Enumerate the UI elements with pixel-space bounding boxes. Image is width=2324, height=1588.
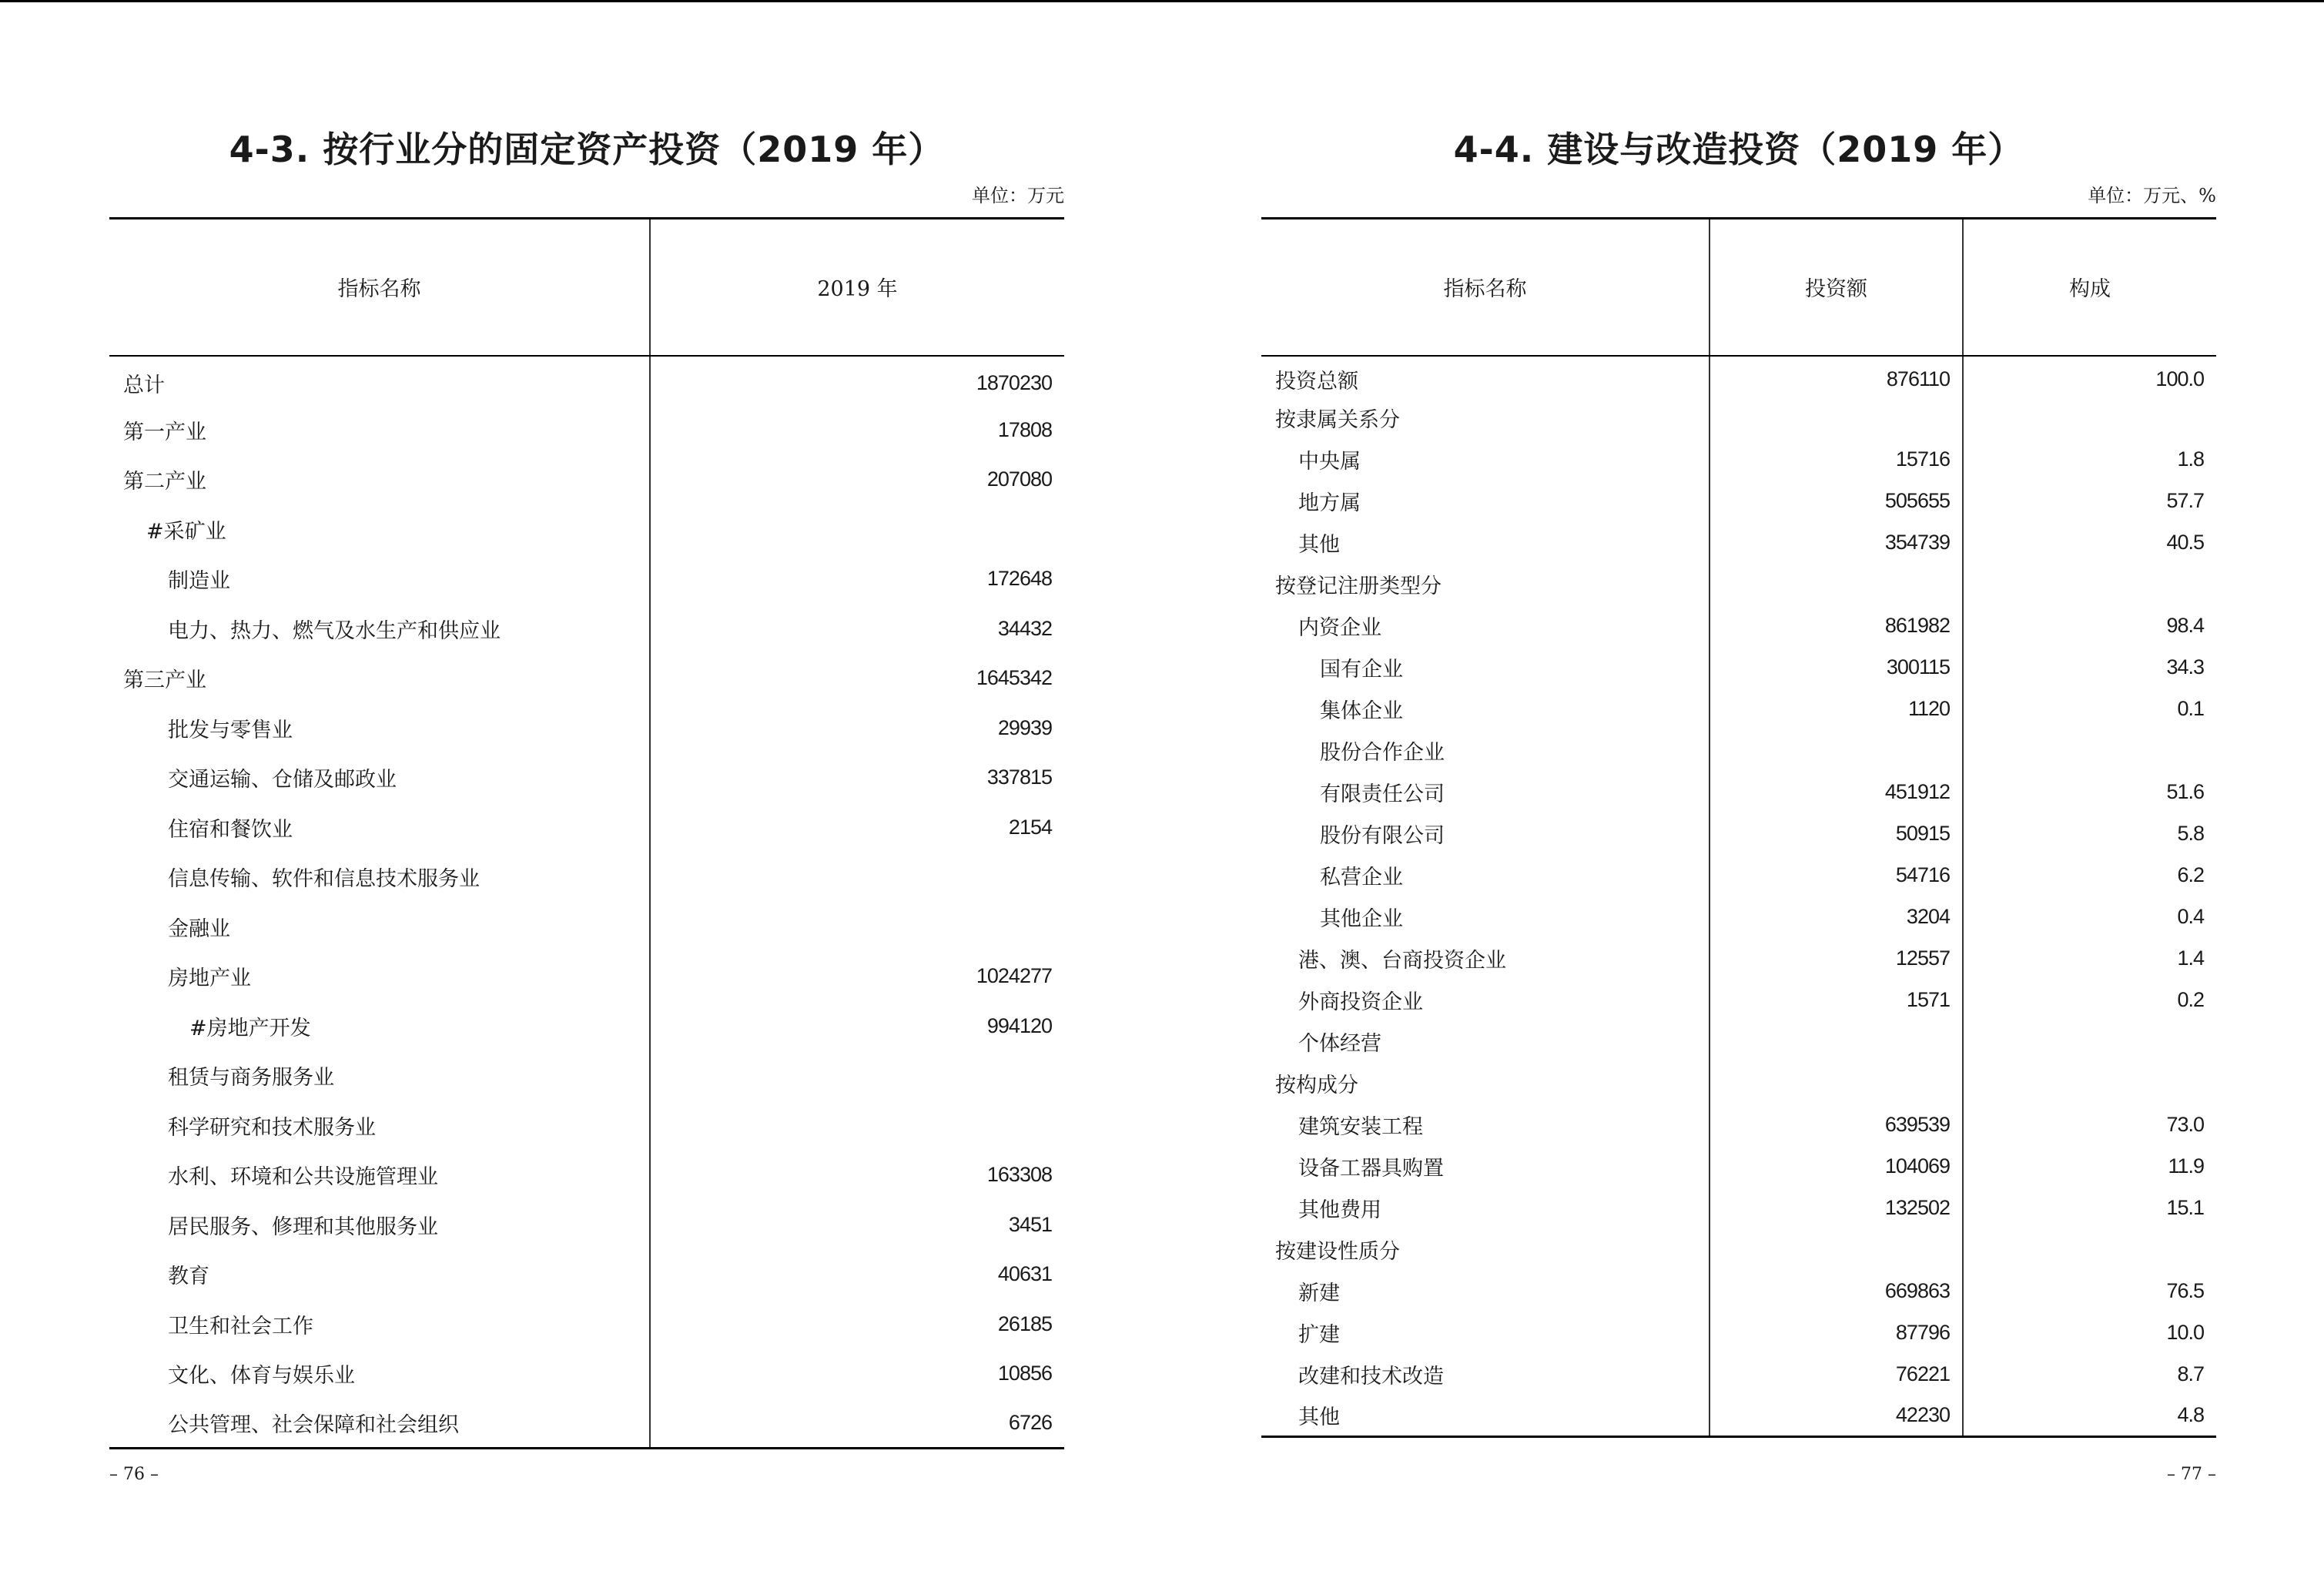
table-row — [109, 504, 1064, 554]
row-share: 73.0 — [1963, 1104, 2216, 1146]
table-row — [1261, 896, 2216, 938]
row-name: 居民服务、修理和其他服务业 — [168, 1214, 438, 1239]
row-value-2019: 2154 — [650, 802, 1064, 853]
row-value-2019 — [650, 853, 1064, 903]
row-name: 新建 — [1298, 1281, 1340, 1305]
row-name: 集体企业 — [1320, 699, 1403, 723]
row-share: 0.4 — [1963, 896, 2216, 938]
table-4-3-title: 4-3. 按行业分的固定资产投资（2019 年） — [229, 129, 945, 170]
row-value-2019: 10856 — [650, 1349, 1064, 1399]
table-row — [109, 753, 1064, 803]
table-row — [1261, 1354, 2216, 1395]
row-name: 有限责任公司 — [1320, 782, 1445, 806]
table-4-4 — [1261, 217, 2216, 1438]
row-share: 34.3 — [1963, 647, 2216, 688]
right-page — [1261, 0, 2216, 1588]
row-value-2019 — [650, 902, 1064, 952]
table-row — [1261, 564, 2216, 605]
table-row — [1261, 356, 2216, 397]
table-row — [1261, 605, 2216, 647]
table-header-row — [1261, 219, 2216, 356]
table-row — [1261, 1395, 2216, 1437]
table-row — [1261, 481, 2216, 522]
row-name: 交通运输、仓储及邮政业 — [168, 768, 397, 792]
row-share — [1963, 397, 2216, 439]
row-share: 8.7 — [1963, 1354, 2216, 1395]
table-row — [1261, 1229, 2216, 1271]
row-amount: 354739 — [1710, 522, 1963, 564]
row-amount — [1710, 730, 1963, 772]
table-row — [109, 1349, 1064, 1399]
row-value-2019: 1870230 — [650, 356, 1064, 406]
row-name: 按隶属关系分 — [1275, 408, 1400, 432]
table-row — [109, 1200, 1064, 1250]
row-share: 6.2 — [1963, 855, 2216, 896]
table-row — [1261, 1312, 2216, 1354]
row-name: 水利、环境和公共设施管理业 — [168, 1165, 438, 1190]
table-row — [109, 1051, 1064, 1101]
row-name: 总计 — [123, 373, 165, 397]
row-amount: 1571 — [1710, 980, 1963, 1021]
table-row — [109, 802, 1064, 853]
row-share: 0.1 — [1963, 688, 2216, 730]
table-row — [1261, 1104, 2216, 1146]
row-amount: 42230 — [1710, 1395, 1963, 1437]
row-share: 98.4 — [1963, 605, 2216, 647]
row-amount — [1710, 1229, 1963, 1271]
row-value-2019: 994120 — [650, 1001, 1064, 1051]
row-share: 100.0 — [1963, 356, 2216, 397]
table-row — [109, 1299, 1064, 1349]
table-row — [1261, 688, 2216, 730]
row-name: 建筑安装工程 — [1298, 1115, 1423, 1139]
row-amount: 15716 — [1710, 439, 1963, 481]
row-name: 批发与零售业 — [168, 718, 293, 742]
table-row — [109, 1250, 1064, 1300]
row-name: 港、澳、台商投资企业 — [1298, 949, 1506, 973]
table-row — [1261, 980, 2216, 1021]
row-share: 76.5 — [1963, 1271, 2216, 1312]
row-name: 文化、体育与娱乐业 — [168, 1364, 355, 1389]
row-value-2019: 26185 — [650, 1299, 1064, 1349]
row-share: 10.0 — [1963, 1312, 2216, 1354]
row-amount: 87796 — [1710, 1312, 1963, 1354]
row-name: 设备工器具购置 — [1298, 1157, 1444, 1181]
left-page — [109, 0, 1064, 1588]
row-name: 公共管理、社会保障和社会组织 — [109, 1399, 650, 1449]
table-row — [109, 902, 1064, 952]
row-name: 按建设性质分 — [1275, 1240, 1400, 1264]
row-amount: 1120 — [1710, 688, 1963, 730]
row-name: 其他费用 — [1298, 1198, 1381, 1222]
row-name: #采矿业 — [146, 519, 226, 544]
table-row — [109, 654, 1064, 704]
row-amount: 76221 — [1710, 1354, 1963, 1395]
row-amount: 3204 — [1710, 896, 1963, 938]
row-name: 信息传输、软件和信息技术服务业 — [168, 867, 480, 892]
table-row — [109, 853, 1064, 903]
row-name: 扩建 — [1298, 1323, 1340, 1347]
table-row — [109, 952, 1064, 1002]
row-share: 15.1 — [1963, 1188, 2216, 1229]
row-amount: 451912 — [1710, 772, 1963, 813]
page-number-76: – 76 – — [109, 1465, 159, 1484]
row-share: 1.4 — [1963, 938, 2216, 980]
table-4-4-title: 4-4. 建设与改造投资（2019 年） — [1453, 129, 2024, 170]
row-name: 地方属 — [1298, 491, 1361, 515]
row-value-2019: 172648 — [650, 554, 1064, 605]
row-name: 住宿和餐饮业 — [168, 817, 293, 842]
table-row — [109, 455, 1064, 505]
row-amount: 505655 — [1710, 481, 1963, 522]
table-row — [1261, 522, 2216, 564]
row-name: 第一产业 — [123, 420, 206, 444]
row-name: 国有企业 — [1320, 658, 1403, 682]
row-name: 按登记注册类型分 — [1275, 575, 1442, 598]
table-row — [109, 356, 1064, 406]
row-name: 私营企业 — [1320, 866, 1403, 889]
row-amount: 639539 — [1710, 1104, 1963, 1146]
row-amount: 50915 — [1710, 813, 1963, 855]
row-name: 制造业 — [168, 569, 230, 594]
row-amount: 54716 — [1710, 855, 1963, 896]
row-share: 40.5 — [1963, 522, 2216, 564]
table-row — [1261, 938, 2216, 980]
row-amount: 876110 — [1710, 356, 1963, 397]
row-name: 股份合作企业 — [1320, 741, 1445, 765]
row-share: 11.9 — [1963, 1146, 2216, 1188]
row-share: 4.8 — [1963, 1395, 2216, 1437]
row-value-2019: 1645342 — [650, 654, 1064, 704]
row-name: 租赁与商务服务业 — [168, 1066, 334, 1090]
table-row — [1261, 813, 2216, 855]
row-value-2019: 34432 — [650, 604, 1064, 654]
table-row — [1261, 1063, 2216, 1104]
header-indicator-name: 指标名称 — [109, 219, 650, 356]
row-name: 中央属 — [1298, 450, 1361, 474]
row-name: 科学研究和技术服务业 — [168, 1115, 376, 1140]
table-row — [109, 1151, 1064, 1201]
row-value-2019 — [650, 1051, 1064, 1101]
row-share: 51.6 — [1963, 772, 2216, 813]
row-amount: 104069 — [1710, 1146, 1963, 1188]
row-name: 第二产业 — [123, 470, 206, 494]
row-name: 其他企业 — [1320, 907, 1403, 931]
row-amount — [1710, 1021, 1963, 1063]
row-name: 股份有限公司 — [1320, 824, 1445, 848]
table-row — [109, 1101, 1064, 1151]
table-4-4-unit: 单位：万元、% — [2088, 185, 2216, 206]
row-value-2019: 1024277 — [650, 952, 1064, 1002]
row-amount — [1710, 564, 1963, 605]
row-share — [1963, 730, 2216, 772]
row-name: 金融业 — [168, 916, 230, 941]
table-row — [109, 604, 1064, 654]
row-amount: 669863 — [1710, 1271, 1963, 1312]
row-name: 房地产业 — [168, 967, 251, 991]
row-name: 外商投资企业 — [1298, 990, 1423, 1014]
row-name: 投资总额 — [1275, 369, 1358, 394]
table-row — [1261, 772, 2216, 813]
table-row — [109, 1001, 1064, 1051]
row-value-2019: 40631 — [650, 1250, 1064, 1300]
row-amount: 300115 — [1710, 647, 1963, 688]
table-row — [1261, 1271, 2216, 1312]
table-row — [1261, 647, 2216, 688]
page-number-77: – 77 – — [2167, 1465, 2216, 1484]
table-row — [1261, 1188, 2216, 1229]
row-share: 0.2 — [1963, 980, 2216, 1021]
row-share — [1963, 1021, 2216, 1063]
table-row — [1261, 1146, 2216, 1188]
row-amount: 861982 — [1710, 605, 1963, 647]
row-amount — [1710, 1063, 1963, 1104]
row-name: #房地产开发 — [189, 1016, 311, 1040]
table-row — [1261, 1021, 2216, 1063]
table-row — [1261, 855, 2216, 896]
row-name: 电力、热力、燃气及水生产和供应业 — [168, 618, 501, 643]
row-value-2019: 3451 — [650, 1200, 1064, 1250]
row-amount — [1710, 397, 1963, 439]
table-row — [109, 405, 1064, 455]
table-4-3-unit: 单位：万元 — [972, 185, 1064, 206]
row-share: 1.8 — [1963, 439, 2216, 481]
row-share: 5.8 — [1963, 813, 2216, 855]
table-row — [109, 554, 1064, 605]
row-value-2019 — [650, 1101, 1064, 1151]
header-indicator-name: 指标名称 — [1261, 219, 1710, 356]
row-name: 个体经营 — [1298, 1032, 1381, 1056]
table-row — [109, 1399, 1064, 1449]
row-value-2019: 29939 — [650, 703, 1064, 753]
table-4-3 — [109, 217, 1064, 1449]
row-value-2019: 207080 — [650, 455, 1064, 505]
row-value-2019: 337815 — [650, 753, 1064, 803]
row-share — [1963, 1063, 2216, 1104]
row-name: 教育 — [168, 1265, 209, 1289]
row-value-2019: 6726 — [650, 1399, 1064, 1449]
table-row — [109, 703, 1064, 753]
row-name: 卫生和社会工作 — [168, 1314, 313, 1338]
header-year: 2019 年 — [650, 219, 1064, 356]
table-row — [1261, 730, 2216, 772]
header-investment-amount: 投资额 — [1710, 219, 1963, 356]
row-value-2019 — [650, 504, 1064, 554]
table-row — [1261, 439, 2216, 481]
row-share — [1963, 1229, 2216, 1271]
row-name: 改建和技术改造 — [1298, 1365, 1444, 1389]
row-name: 第三产业 — [123, 668, 206, 693]
row-amount: 132502 — [1710, 1188, 1963, 1229]
row-amount: 12557 — [1710, 938, 1963, 980]
header-composition: 构成 — [1963, 219, 2216, 356]
row-name: 其他 — [1298, 533, 1340, 557]
row-name: 按构成分 — [1275, 1074, 1358, 1097]
row-share — [1963, 564, 2216, 605]
row-value-2019: 163308 — [650, 1151, 1064, 1201]
row-name: 内资企业 — [1298, 616, 1381, 640]
row-value-2019: 17808 — [650, 405, 1064, 455]
row-share: 57.7 — [1963, 481, 2216, 522]
table-row — [1261, 397, 2216, 439]
table-header-row — [109, 219, 1064, 356]
row-name: 其他 — [1261, 1395, 1710, 1437]
